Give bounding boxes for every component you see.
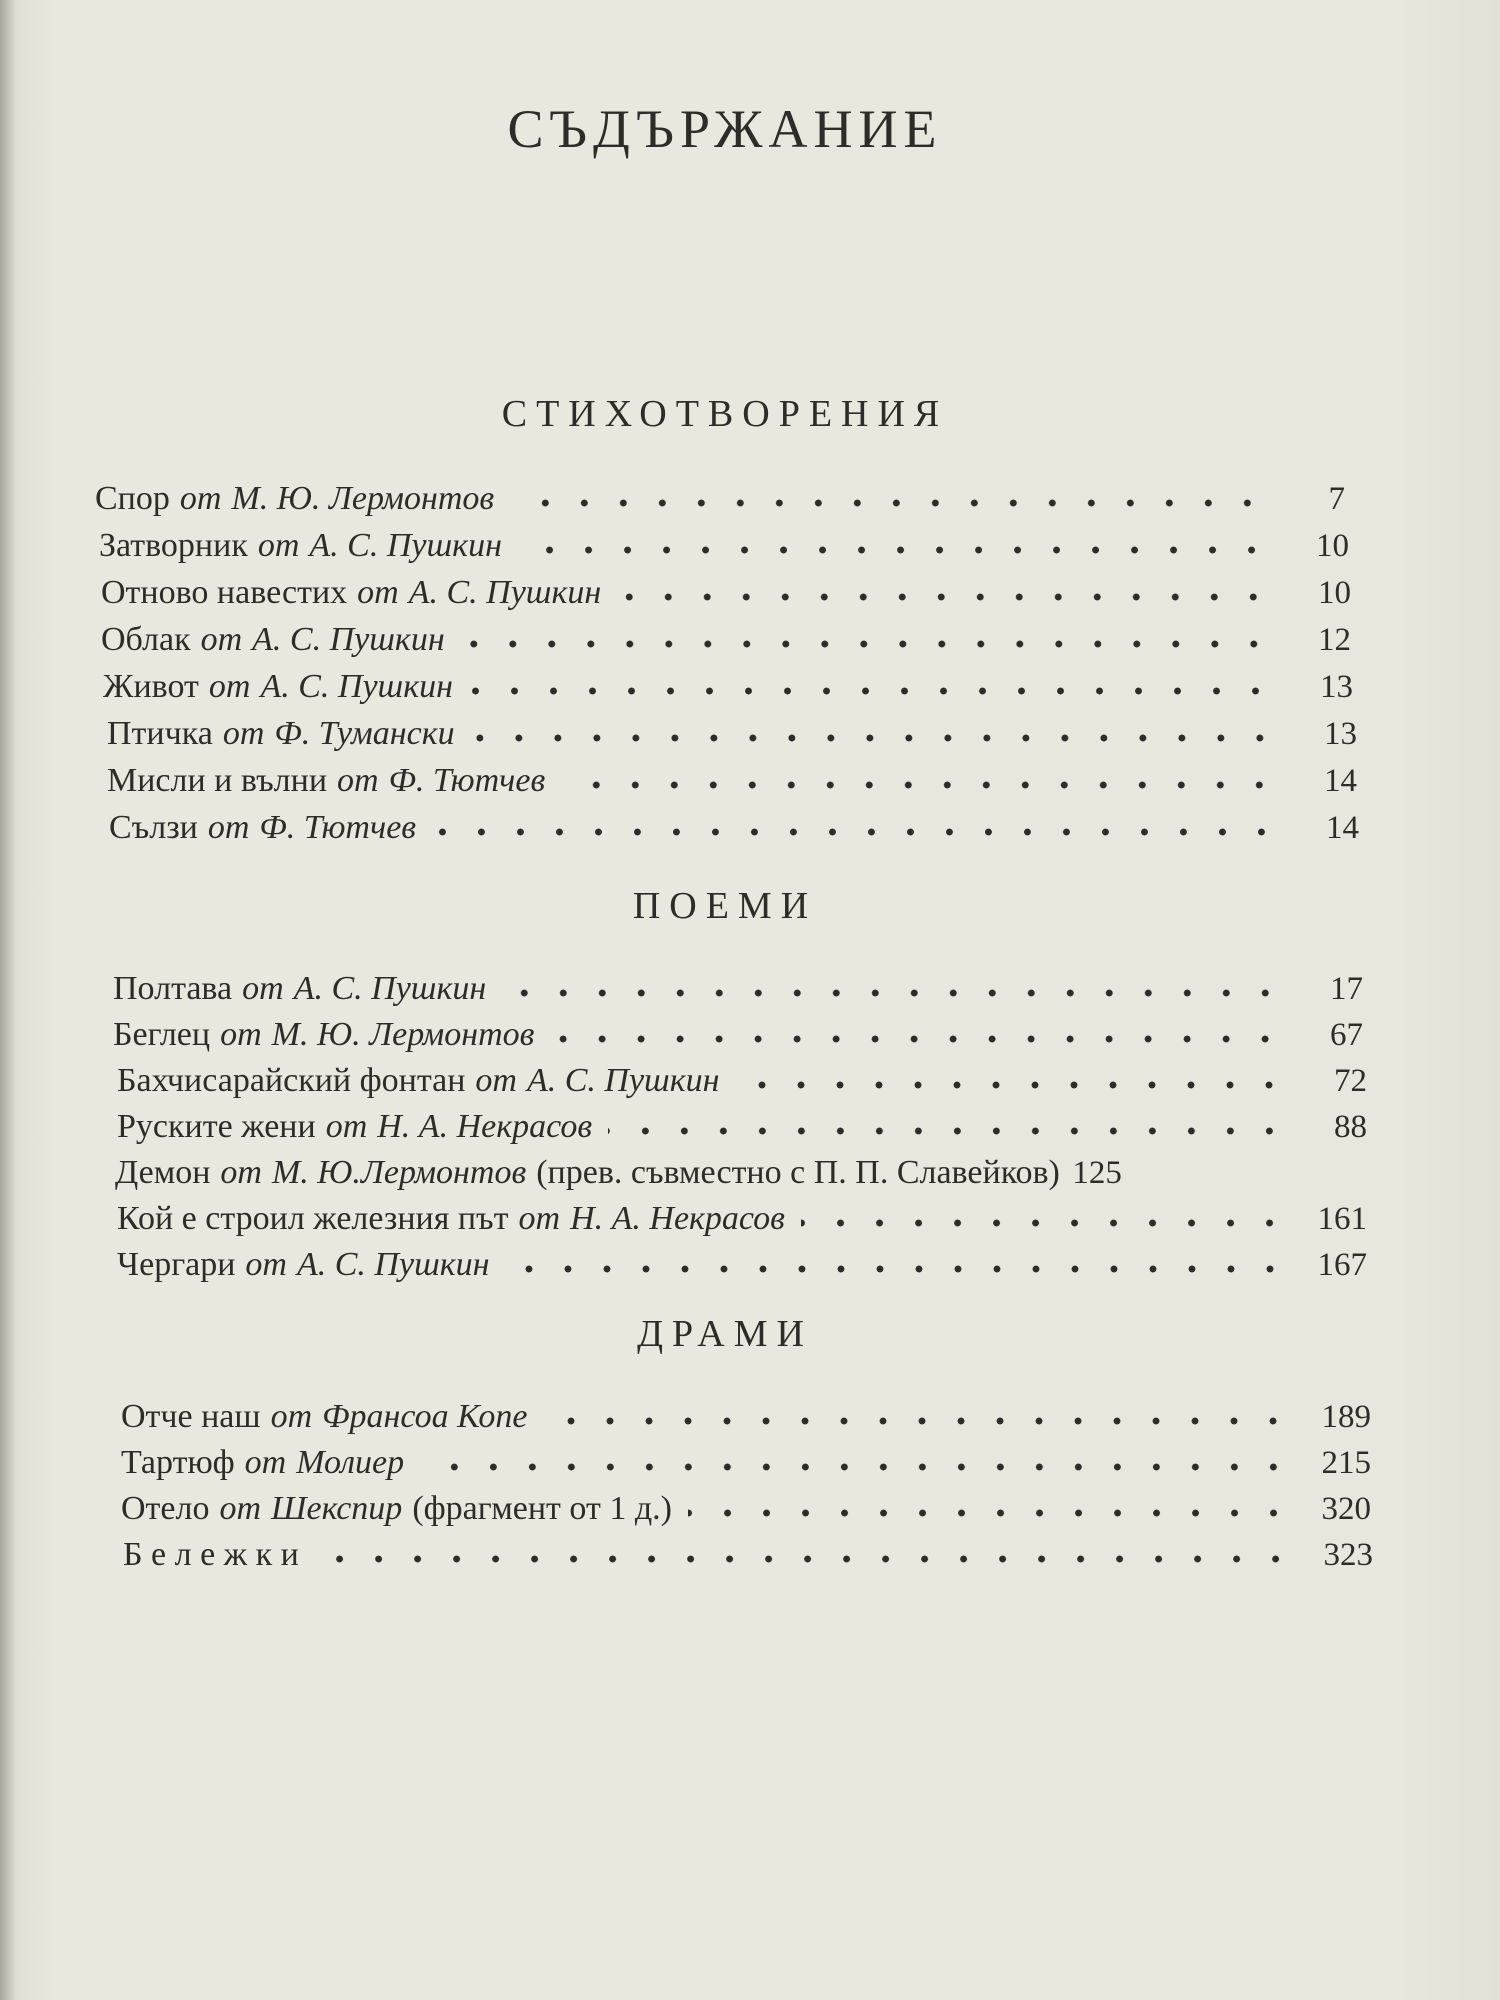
entry-page-number: 13	[1320, 669, 1353, 705]
dot-leader	[506, 1265, 1289, 1273]
entry-page-number: 167	[1317, 1247, 1367, 1283]
entry-page-number: 88	[1334, 1109, 1367, 1145]
entry-author: Ф. Тютчев	[259, 809, 417, 846]
entry-author: А. С. Пушкин	[526, 1062, 720, 1099]
entry-page-number: 10	[1318, 575, 1351, 611]
entry-title: Затворник	[99, 527, 248, 564]
dot-leader	[543, 1417, 1293, 1425]
entry-title: Отело	[121, 1490, 210, 1527]
entry-page-number: 189	[1321, 1399, 1371, 1435]
entry-title: Облак	[101, 621, 191, 658]
dot-leader	[432, 828, 1281, 836]
entry-connector: от	[518, 1200, 561, 1237]
dot-leader	[608, 1127, 1289, 1135]
entry-connector: от	[245, 1246, 287, 1283]
table-of-contents	[95, 0, 1373, 2000]
entry-page-number: 12	[1318, 622, 1351, 658]
toc-entry	[107, 715, 1357, 761]
entry-author: А. С. Пушкин	[309, 527, 502, 564]
entry-page-number: 320	[1321, 1491, 1371, 1527]
entry-title: Беглец	[113, 1016, 211, 1053]
toc-entry	[117, 1200, 1367, 1246]
entry-title: Демон	[115, 1154, 211, 1191]
section-heading-long-poems: ПОЕМИ	[632, 885, 818, 927]
entry-author: А. С. Пушкин	[252, 621, 445, 658]
entry-title: Птичка	[107, 715, 213, 752]
entry-connector: от	[220, 1016, 262, 1053]
entry-author: А. С. Пушкин	[296, 1246, 490, 1283]
toc-entry	[101, 621, 1351, 667]
entry-title: Чергари	[117, 1246, 236, 1283]
entry-connector: от	[207, 809, 250, 846]
dot-leader	[735, 1081, 1289, 1089]
entry-page-number: 67	[1330, 1017, 1363, 1053]
dot-leader	[420, 1463, 1293, 1471]
entry-title: Бахчисарайский фонтан	[117, 1062, 466, 1099]
entry-title: Мисли и вълни	[107, 762, 328, 799]
entry-author: А. С. Пушкин	[408, 574, 602, 611]
toc-entry	[121, 1444, 1371, 1490]
entry-page-number: 161	[1317, 1201, 1367, 1237]
entry-author: А. С. Пушкин	[260, 668, 453, 705]
entry-connector: от	[242, 970, 284, 1007]
toc-entry	[117, 1246, 1367, 1292]
entry-page-number: 13	[1324, 716, 1357, 752]
entry-title: Тартюф	[121, 1444, 235, 1481]
entry-author: М. Ю.Лермонтов	[271, 1154, 527, 1191]
entry-page-number: 72	[1334, 1063, 1367, 1099]
toc-entry	[99, 527, 1349, 573]
toc-entry	[115, 1154, 1365, 1200]
entry-title: Полтава	[113, 970, 233, 1007]
entry-connector: от	[200, 621, 243, 658]
dot-leader	[471, 734, 1279, 742]
entry-note: (прев. съвместно с П. П. Славейков)	[536, 1154, 1060, 1191]
entry-connector: от	[208, 668, 251, 705]
entry-connector: от	[270, 1398, 313, 1435]
entry-connector: от	[179, 480, 222, 517]
dot-leader	[801, 1219, 1289, 1227]
dot-leader	[518, 546, 1271, 554]
toc-entry	[117, 1062, 1367, 1108]
entry-author: Н. А. Некрасов	[570, 1200, 785, 1237]
entry-author: Ф. Тумански	[274, 715, 455, 752]
entry-connector: от	[219, 1490, 262, 1527]
entry-author: Ф. Тютчев	[388, 762, 546, 799]
toc-entry	[113, 970, 1363, 1016]
entry-note: (фрагмент от 1 д.)	[412, 1490, 672, 1527]
toc-entry	[109, 809, 1359, 855]
entry-connector: от	[325, 1108, 368, 1145]
entry-connector: от	[222, 715, 265, 752]
entry-author: Франсоа Копе	[322, 1398, 528, 1435]
entry-title: Руските жени	[117, 1108, 316, 1145]
toc-entry	[113, 1016, 1363, 1062]
page-title: СЪДЪРЖАНИЕ	[507, 99, 943, 159]
entry-author: Шекспир	[271, 1490, 403, 1527]
book-spine-edge	[0, 0, 14, 2000]
entry-title: Кой е строил железния път	[117, 1200, 509, 1237]
entry-author: Молиер	[296, 1444, 405, 1481]
entry-author: А. С. Пушкин	[293, 970, 487, 1007]
entry-connector: от	[220, 1154, 262, 1191]
entry-author: М. Ю. Лермонтов	[271, 1016, 535, 1053]
dot-leader	[502, 989, 1285, 997]
entry-connector: от	[244, 1444, 287, 1481]
dot-leader	[617, 593, 1273, 601]
toc-entry	[121, 1490, 1371, 1536]
section-heading-poems: СТИХОТВОРЕНИЯ	[501, 393, 949, 435]
toc-entry	[107, 762, 1357, 808]
entry-page-number: 17	[1330, 971, 1363, 1007]
entry-page-number: 125	[1072, 1155, 1122, 1191]
dot-leader	[550, 1035, 1285, 1043]
entry-title: Живот	[103, 668, 199, 705]
entry-page-number: 215	[1321, 1445, 1371, 1481]
toc-entry	[123, 1536, 1373, 1582]
dot-leader	[469, 687, 1275, 695]
entry-title: Сълзи	[109, 809, 198, 846]
toc-entry	[121, 1398, 1371, 1444]
entry-page-number: 14	[1326, 810, 1359, 846]
dot-leader	[510, 499, 1267, 507]
entry-author: Н. А. Некрасов	[377, 1108, 593, 1145]
entry-title: Спор	[95, 480, 170, 517]
entry-page-number: 14	[1324, 763, 1357, 799]
entry-connector: от	[337, 762, 379, 799]
entry-page-number: 323	[1323, 1537, 1373, 1573]
toc-entry	[101, 574, 1351, 620]
section-heading-dramas: ДРАМИ	[637, 1313, 813, 1355]
entry-connector: от	[357, 574, 399, 611]
toc-entry	[117, 1108, 1367, 1154]
toc-entry	[103, 668, 1353, 714]
entry-title: Отново навестих	[101, 574, 348, 611]
entry-author: М. Ю. Лермонтов	[231, 480, 495, 517]
entry-connector: от	[257, 527, 300, 564]
entry-page-number: 7	[1328, 481, 1345, 517]
entry-page-number: 10	[1316, 528, 1349, 564]
entry-title: Б е л е ж к и	[123, 1536, 299, 1573]
dot-leader	[561, 781, 1279, 789]
dot-leader	[315, 1555, 1295, 1563]
entry-connector: от	[475, 1062, 517, 1099]
dot-leader	[461, 640, 1273, 648]
toc-entry	[95, 480, 1345, 526]
dot-leader	[688, 1509, 1293, 1517]
entry-title: Отче наш	[121, 1398, 261, 1435]
